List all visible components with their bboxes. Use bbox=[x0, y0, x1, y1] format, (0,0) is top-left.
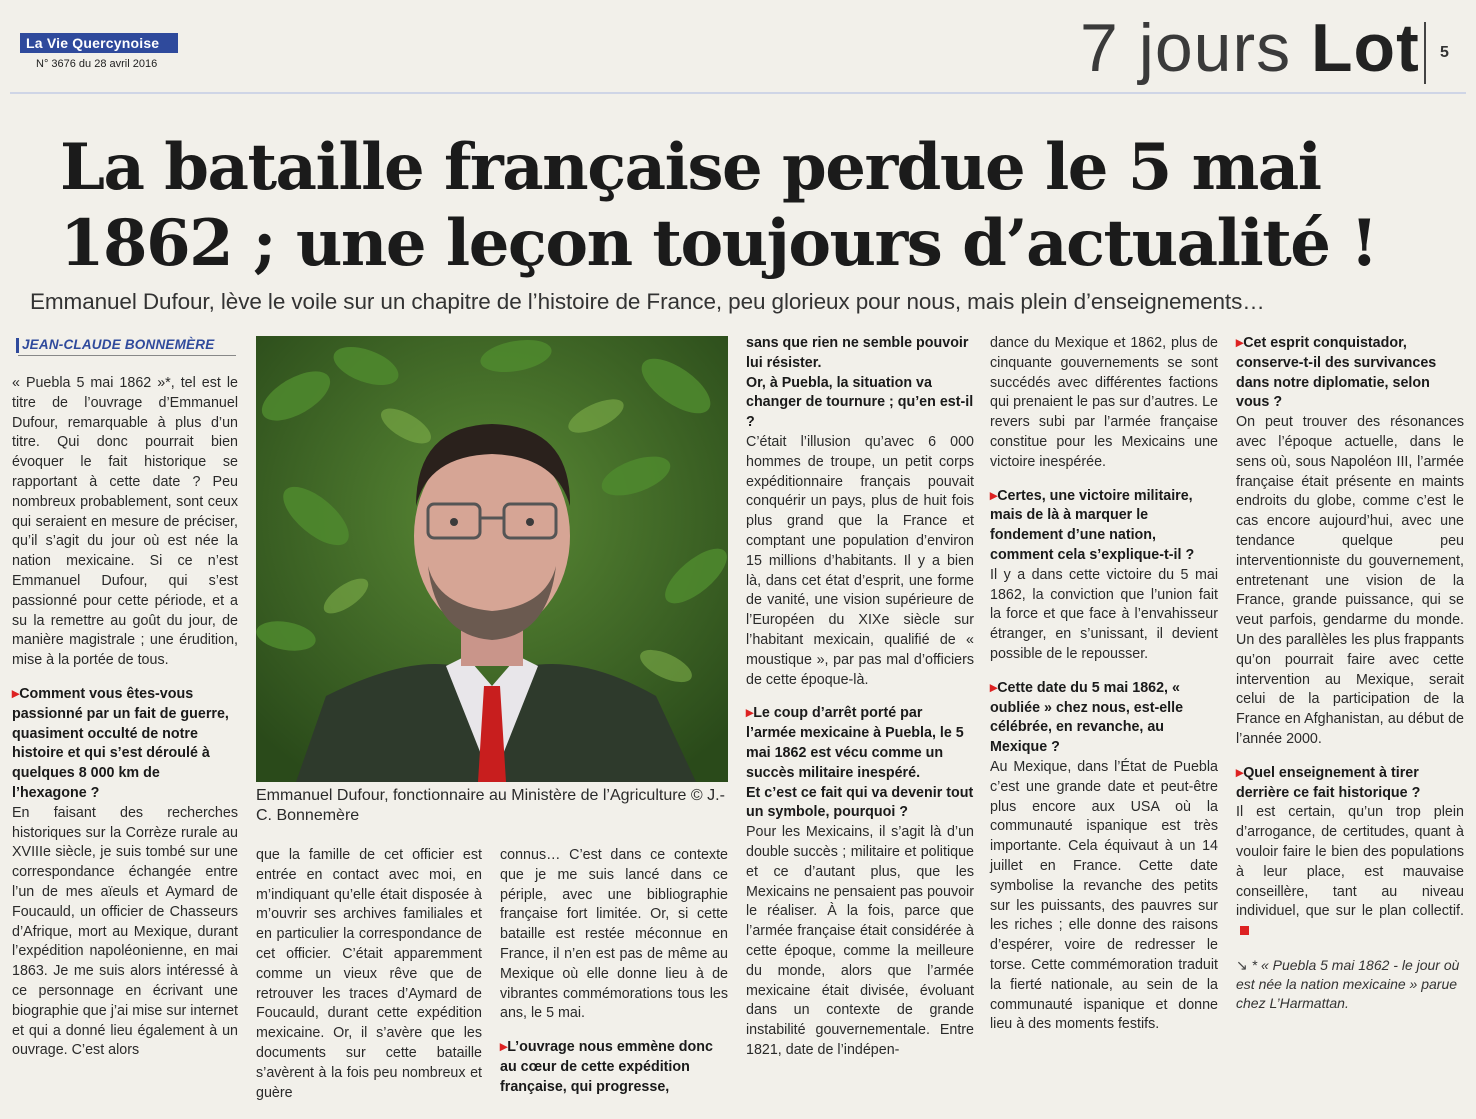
footnote bbox=[1236, 956, 1464, 1013]
question-6: ▸ Certes, une victoire militaire, mais de là à marquer le fondement d’une nation, comment cela s’explique-t-il ? bbox=[990, 487, 1218, 566]
portrait-illustration bbox=[256, 336, 728, 782]
page-number: 5 bbox=[1440, 44, 1449, 61]
question-9: ▸ Quel enseignement à tirer derrière ce fait historique ? bbox=[1236, 764, 1464, 804]
byline-author: JEAN-CLAUDE BONNEMÈRE bbox=[21, 337, 215, 352]
answer-9: Il est certain, qu’un trop plein d’arrogance, de certitudes, quant à vouloir faire le bien des populations à leur place, est mauvaise conseillère, tant au niveau individuel, que sur le plan collectif. bbox=[1236, 804, 1464, 920]
header-rule bbox=[10, 92, 1466, 94]
answer-9-wrapper bbox=[1236, 803, 1464, 942]
section-divider bbox=[1424, 22, 1426, 84]
headline-line-2: 1862 ; une leçon toujours d’actualité ! bbox=[60, 206, 1377, 281]
column-2 bbox=[256, 846, 482, 1103]
headline bbox=[60, 130, 1440, 282]
logo-text: La Vie Quercynoise bbox=[26, 35, 160, 51]
byline bbox=[18, 337, 236, 356]
question-3: Or, à Puebla, la situation va changer de tournure ; qu’en est-il ? bbox=[746, 374, 974, 431]
question-8: ▸ Cet esprit conquistador, conserve-t-il des survivances dans notre diplomatie, selon vous ? bbox=[1236, 334, 1464, 413]
section-title-light: 7 jours bbox=[1080, 10, 1292, 86]
headline-line-1: La bataille française perdue le 5 mai bbox=[60, 130, 1321, 205]
answer-6: Il y a dans cette victoire du 5 mai 1862, la conviction que l’union fait la force et que face à l’envahisseur étranger, en s’unissant, il devient possible de le repousser. bbox=[990, 566, 1218, 662]
question-7: ▸ Cette date du 5 mai 1862, « oubliée » chez nous, est-elle célébrée, en revanche, au Mexique ? bbox=[990, 679, 1218, 758]
newspaper-logo bbox=[20, 33, 178, 53]
answer-5-continued: dance du Mexique et 1862, plus de cinquante gouvernements se sont succédés avec différentes factions qui prenaient le pas sur d’autres. Le revers subi par l’armée française constitue pour les Mexicains une victoire inespérée. bbox=[990, 335, 1218, 470]
photo-caption: Emmanuel Dufour, fonctionnaire au Ministère de l’Agriculture © J.-C. Bonnemère bbox=[256, 787, 725, 824]
end-mark bbox=[1240, 926, 1249, 935]
footnote-text: * « Puebla 5 mai 1862 - le jour où est née la nation mexicaine » parue chez L’Harmattan. bbox=[1236, 956, 1460, 1011]
intro-paragraph: « Puebla 5 mai 1862 »*, tel est le titre de l’ouvrage d’Emmanuel Dufour, remarquable à plus d’un titre. Qui donc pourrait bien évoquer le fait historique se rapportant à cette date ? Peu nombreux probablement, sont ceux qui seraient en mesure de préciser, qu’il s’agit du jour où est née la nation mexicaine. Si ce n’est Emmanuel Dufour, qui s’est passionné pour cette période, et a su la remettre au goût du jour, de manière magistrale ; une érudition, mise à la portée de tous. bbox=[12, 375, 238, 669]
column-3 bbox=[500, 846, 728, 1098]
answer-1-part-2: que la famille de cet officier est entrée en contact avec moi, en m’indiquant qu’elle était disposée à m’ouvrir ses archives familiales et en particulier la correspondance de cet officier. C’était apparemment comme un vieux rêve que de retrouver les traces d’Aymard de Foucauld, durant cette expédition mexicaine. Or, il s’avère que les documents sur cette bataille s’avèrent à la fois peu nombreux et guère bbox=[256, 847, 482, 1101]
answer-3: C’était l’illusion qu’avec 6 000 hommes de troupe, un petit corps expéditionnaire français pouvait conquérir un pays, plus de huit fois plus grand que la France et comptant une population d’environ 15 millions d’habitants. Il y a bien là, dans cet état d’esprit, une forme de vanité, une vision supérieure de l’Européen du XIXe siècle sur l’habitant mexicain, qualifié de « moustique », par pas mal d’officiers de cette époque-là. bbox=[746, 433, 974, 688]
answer-5: Pour les Mexicains, il s’agit là d’un double succès ; militaire et politique et ce d’autant plus, que les Mexicains ne pensaient pas pouvoir le réaliser. À la fois, parce que l’armée française était considérée à cette époque, comme la meilleure du monde, alors que l’armée mexicaine était divisée, évoluant dans un contexte de grande instabilité gouvernementale. Entre 1821, date de l’indépen- bbox=[746, 824, 974, 1058]
question-2-continued: sans que rien ne semble pouvoir lui résister. bbox=[746, 335, 969, 371]
article-deck: Emmanuel Dufour, lève le voile sur un chapitre de l’histoire de France, peu glorieux pour nous, mais plein d’enseignements… bbox=[30, 289, 1265, 314]
question-2: ▸ L’ouvrage nous emmène donc au cœur de cette expédition française, qui progresse, bbox=[500, 1038, 728, 1097]
footnote-arrow-icon: ↘ bbox=[1236, 956, 1252, 973]
answer-7: Au Mexique, dans l’État de Puebla c’est une grande date et peut-être plus encore aux USA où la communauté ispanique est très importante. Cela équivaut à un 14 juillet en France. Cette date symbolise la revanche des petits sur les puissants, des pauvres sur les riches ; elle donne des raisons d’espérer, voire de redresser le torse. Cette commémoration traduit la fierté nationale, au sein de la communauté ispanique et donne lieu à des moments festifs. bbox=[990, 758, 1218, 1033]
section-title bbox=[1080, 6, 1420, 90]
question-1: ▸ Comment vous êtes-vous passionné par un fait de guerre, quasiment occulté de notre histoire et qui s’est déroulé à quelques 8 000 km de l’hexagone ? bbox=[12, 685, 238, 804]
question-5: Et c’est ce fait qui va devenir tout un symbole, pourquoi ? bbox=[746, 784, 974, 821]
portrait-photo bbox=[256, 336, 728, 782]
issue-info: N° 3676 du 28 avril 2016 bbox=[36, 58, 158, 70]
answer-8: On peut trouver des résonances avec l’époque actuelle, dans le sens où, sous Napoléon III, l’armée française était présente en maints endroits du globe, comme c’est le cas encore aujourd’hui, avec une tendance quelque peu interventionniste du gouvernement, entretenant une vision de la France, grande puissance, qui se veut parfois, gendarme du monde. Un des parallèles les plus frappants qu’on pourrait faire avec cette intervention au Mexique, serait celui de la participation de la France en Afghanistan, au début de l’année 2000. bbox=[1236, 414, 1464, 747]
answer-1-part-1: En faisant des recherches historiques sur la Corrèze rurale au XVIIIe siècle, je suis tombé sur une correspondance échangée entre l’un de mes aïeuls et Aymard de Foucauld, un officier de Chasseurs d’Afrique, mort au Mexique, durant l’expédition napoléonienne, en mai 1863. Je me suis alors intéressé à ce personnage en écrivant une biographie que j’ai mise sur internet et qui a donné lieu également à un ouvrage. C’est alors bbox=[12, 804, 238, 1059]
section-title-bold: Lot bbox=[1311, 10, 1420, 86]
column-4 bbox=[746, 334, 974, 1061]
column-6 bbox=[1236, 334, 1464, 1013]
column-1 bbox=[12, 374, 238, 1061]
column-5 bbox=[990, 334, 1218, 1035]
question-4: ▸ Le coup d’arrêt porté par l’armée mexicaine à Puebla, le 5 mai 1862 est vécu comme un succès militaire inespéré. bbox=[746, 704, 974, 783]
answer-1-part-3: connus… C’est dans ce contexte que je me suis lancé dans ce périple, avec une bibliographie française fort limitée. Or, si cette bataille est restée méconnue en France, il n’en est pas de même au Mexique où elle donne lieu à de vibrantes commémorations tous les ans, le 5 mai. bbox=[500, 847, 728, 1022]
